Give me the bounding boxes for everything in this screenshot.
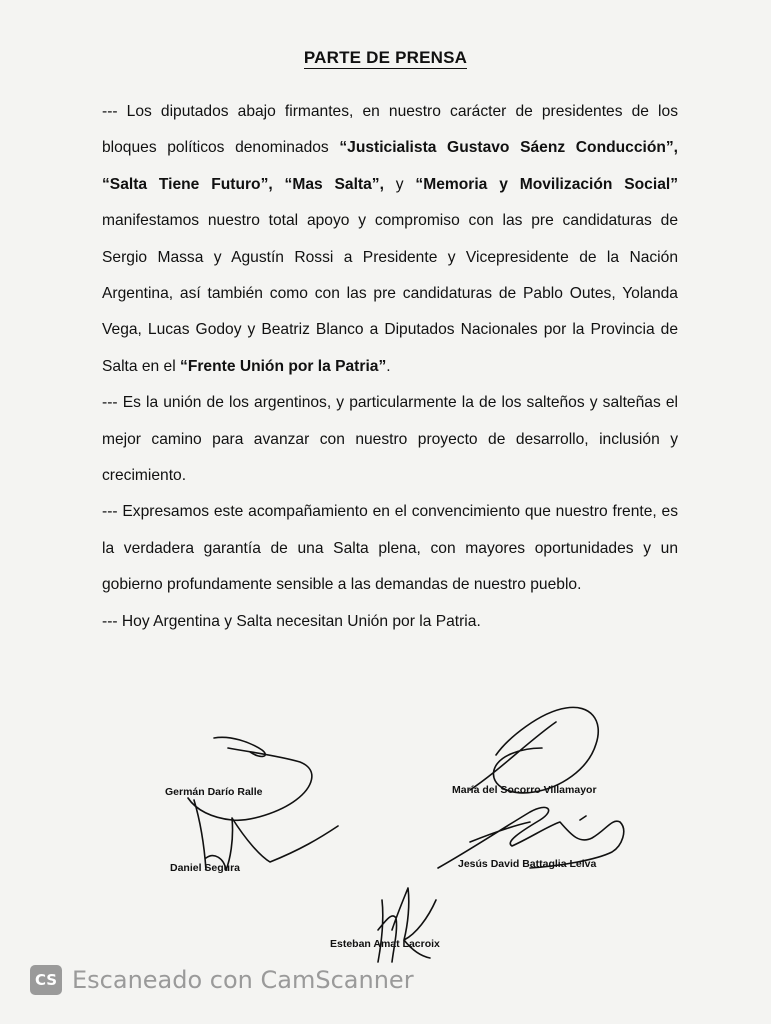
body-paragraph	[102, 385, 678, 494]
body-paragraph	[102, 94, 678, 385]
bold-text-segment: “Frente Unión por la Patria”	[180, 357, 387, 375]
text-segment: --- Es la unión de los argentinos, y particularmente la de los salteños y salteñas el mejor camino para avanzar con nuestro proyecto de desarrollo, inclusión y crecimiento.	[102, 394, 678, 485]
signatory-name-segura: Daniel Segura	[170, 862, 241, 874]
text-segment: --- Hoy Argentina y Salta necesitan Unión por la Patria.	[102, 612, 481, 630]
document-title-text: PARTE DE PRENSA	[303, 48, 468, 67]
document-body	[102, 94, 678, 640]
watermark-text: Escaneado con CamScanner	[72, 966, 414, 994]
signature-villamayor	[470, 707, 598, 792]
signature-segura	[194, 800, 338, 870]
bold-text-segment: “Memoria y Movilización Social”	[415, 175, 678, 193]
body-paragraph	[102, 604, 678, 640]
text-segment: --- Los diputados abajo firmantes, en nuestro carácter de presidentes de los bloques políticos denominados	[102, 103, 678, 157]
signatory-name-ralle: Germán Darío Ralle	[165, 786, 263, 798]
signatory-name-battaglia: Jesús David Battaglia Leiva	[458, 858, 597, 870]
text-segment: y	[383, 175, 416, 193]
signatory-name-amat-lacroix: Esteban Amat Lacroix	[330, 938, 440, 950]
document-title	[0, 48, 771, 68]
body-paragraph	[102, 494, 678, 603]
camscanner-watermark	[30, 962, 414, 998]
text-segment: --- Expresamos este acompañamiento en el convencimiento que nuestro frente, es la verdadera garantía de una Salta plena, con mayores oportunidades y un gobierno profundamente sensible a las demandas de nuestro pueblo.	[102, 503, 678, 594]
signature-amat-lacroix	[378, 888, 436, 962]
text-segment: manifestamos nuestro total apoyo y compromiso con las pre candidaturas de Sergio Massa y Agustín Rossi a Presidente y Vicepresidente de la Nación Argentina, así también como con las pre candidaturas de Pablo Outes, Yolanda Vega, Lucas Godoy y Beatriz Blanco a Diputados Nacionales por la Provincia de Salta en el	[102, 212, 678, 375]
bold-text-segment: “Justicialista Gustavo Sáenz Conducción”, “Salta Tiene Futuro”, “Mas Salta”,	[102, 139, 678, 193]
camscanner-logo-icon: CS	[30, 965, 62, 995]
signature-ralle	[188, 737, 312, 820]
signatory-name-villamayor: María del Socorro Villamayor	[452, 784, 597, 796]
text-segment: .	[386, 357, 391, 375]
